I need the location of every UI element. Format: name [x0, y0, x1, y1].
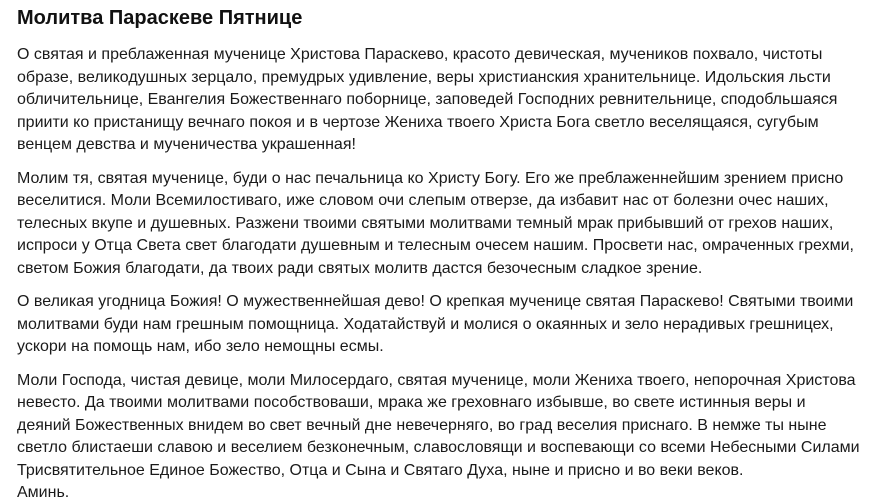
page-title: Молитва Параскеве Пятнице: [17, 7, 303, 29]
prayer-paragraph-1: О святая и преблаженная мученице Христова Параскево, красото девическая, мучеников похвало, чистоты образе, великодушных зерцало, премудрых удивление, веры христианския хранительнице. Идольския льсти обличительнице, Евангелия Божественнаго поборнице, заповедей Господних ревнительнице, сподобльшаяся приити ко пристанищу вечнаго покоя и в чертозе Жениха твоего Христа Бога светло веселящаяся, сугубым венцем девства и мученичества украшенная!: [17, 46, 838, 153]
prayer-paragraph-4: Моли Господа, чистая девице, моли Милосердаго, святая мученице, моли Жениха твоего, непорочная Христова невесто. Да твоими молитвами пособствоваши, мрака же греховнаго избывше, во свете истинныя веры и деяний Божественных внидем во свет вечный дне невечерняго, во град веселия приснаго. В немже ты ныне светло блистаеши славою и веселием безконечным, славословящи и воспевающи со всеми Небесными Силами Трисвятительное Единое Божество, Отца и Сына и Святаго Духа, ныне и присно и во веки веков.: [17, 371, 860, 479]
prayer-paragraph-2: Молим тя, святая мученице, буди о нас печальница ко Христу Богу. Его же преблаженнейшим зрением присно веселитися. Моли Всемилостиваго, иже словом очи слепым отверзе, да избавит нас от болезни очес наших, телесных вкупе и душевных. Разжени твоими святыми молитвами темный мрак прибывший от грехов наших, испроси у Отца Света свет благодати душевным и телесным очесем нашим. Просвети нас, омраченных грехми, светом Божия благодати, да твоих ради святых молитв дастся безочесным сладкое зрение.: [17, 169, 854, 277]
prayer-amen-line: Аминь.: [17, 484, 70, 497]
prayer-text-body: [17, 44, 862, 497]
prayer-paragraph-3: О великая угодница Божия! О мужественнейшая дево! О крепкая мученице святая Параскево! Святыми твоими молитвами буди нам грешным помощница. Ходатайствуй и молися о окаянных и зело нерадивых грешницех, ускори на помощь нам, ибо зело немощны есмы.: [17, 293, 854, 355]
